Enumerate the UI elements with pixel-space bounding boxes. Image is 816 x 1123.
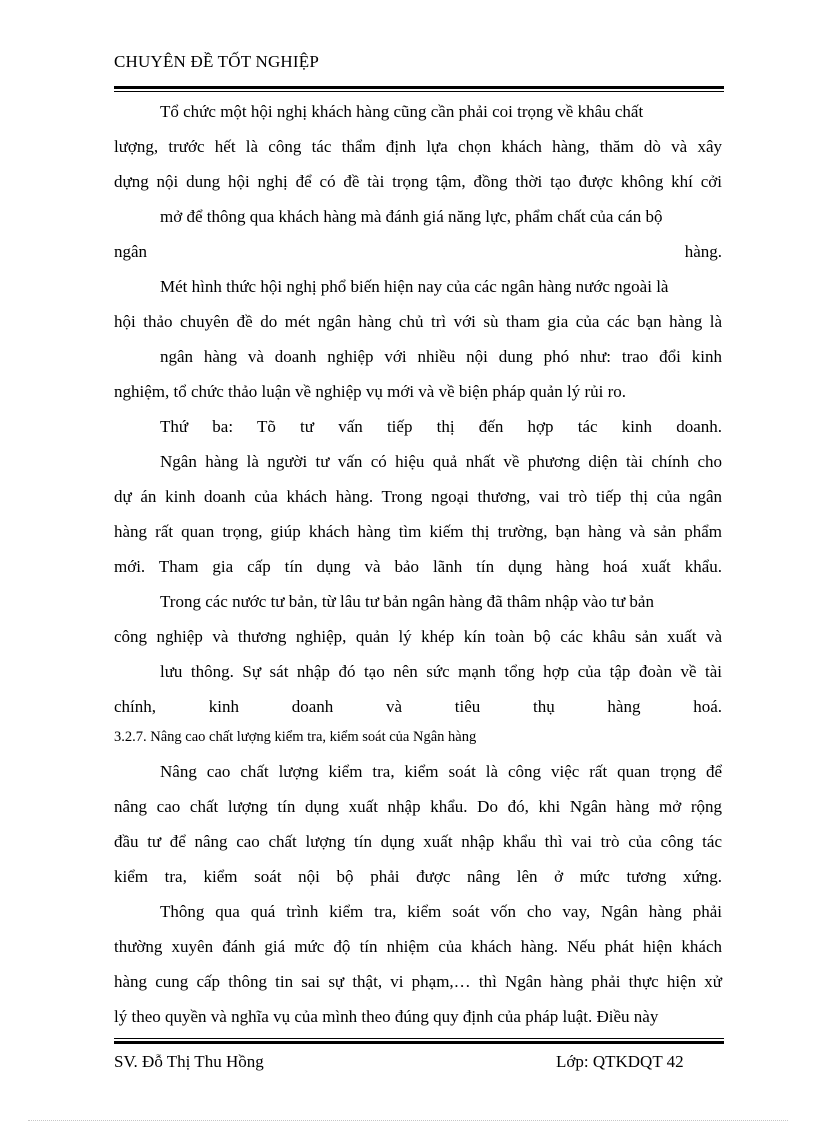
text-line: công nghiệp và thương nghiệp, quản lý khép kín toàn bộ các khâu sản xuất và (114, 627, 722, 646)
section-heading: 3.2.7. Nâng cao chất lượng kiểm tra, kiểm soát của Ngân hàng (114, 729, 477, 745)
text-line: Tổ chức một hội nghị khách hàng cũng cần phải coi trọng về khâu chất (160, 102, 644, 121)
header-rule-thick (114, 86, 724, 89)
text-line: Nâng cao chất lượng kiểm tra, kiểm soát là công việc rất quan trọng để (160, 762, 722, 781)
text-line: Thông qua quá trình kiểm tra, kiểm soát vốn cho vay, Ngân hàng phải (160, 902, 722, 921)
footer-rule-thick (114, 1041, 724, 1044)
page-header-title: CHUYÊN ĐỀ TỐT NGHIỆP (114, 52, 320, 71)
text-line: Thứ ba: Tõ tư vấn tiếp thị đến hợp tác kinh doanh. (160, 417, 722, 436)
text-line: Trong các nước tư bản, từ lâu tư bản ngân hàng đã thâm nhập vào tư bản (160, 592, 654, 611)
page-edge-dotted-line (28, 1120, 788, 1121)
footer-student-name: SV. Đỗ Thị Thu Hồng (114, 1052, 264, 1071)
footer-rule-thin (114, 1038, 724, 1039)
text-line: mới. Tham gia cấp tín dụng và bảo lãnh tín dụng hàng hoá xuất khẩu. (114, 557, 722, 576)
text-line: ngân hàng. (114, 242, 722, 261)
text-line: đầu tư để nâng cao chất lượng tín dụng xuất nhập khẩu thì vai trò của công tác (114, 832, 722, 851)
text-line: dự án kinh doanh của khách hàng. Trong ngoại thương, vai trò tiếp thị của ngân (114, 487, 722, 506)
text-line: hàng rất quan trọng, giúp khách hàng tìm kiếm thị trường, bạn hàng và sản phẩm (114, 522, 722, 541)
text-line: Mét hình thức hội nghị phổ biến hiện nay của các ngân hàng nước ngoài là (160, 277, 669, 296)
text-line: dựng nội dung hội nghị để có đề tài trọng tậm, đồng thời tạo được không khí cởi (114, 172, 722, 191)
footer-class: Lớp: QTKDQT 42 (556, 1052, 684, 1071)
text-line: thường xuyên đánh giá mức độ tín nhiệm của khách hàng. Nếu phát hiện khách (114, 937, 722, 956)
text-line: nghiệm, tổ chức thảo luận về nghiệp vụ mới và về biện pháp quản lý rủi ro. (114, 382, 627, 401)
text-line: lý theo quyền và nghĩa vụ của mình theo đúng quy định của pháp luật. Điều này (114, 1007, 659, 1026)
text-line: ngân hàng và doanh nghiệp với nhiều nội dung phó như: trao đổi kinh (160, 347, 722, 366)
text-line: Ngân hàng là người tư vấn có hiệu quả nhất về phương diện tài chính cho (160, 452, 722, 471)
text-line: lưu thông. Sự sát nhập đó tạo nên sức mạnh tổng hợp của tập đoàn về tài (160, 662, 722, 681)
text-line: lượng, trước hết là công tác thẩm định lựa chọn khách hàng, thăm dò và xây (114, 137, 722, 156)
text-line: kiểm tra, kiểm soát nội bộ phải được nâng lên ở mức tương xứng. (114, 867, 722, 886)
text-line: hội thảo chuyên đề do mét ngân hàng chủ trì với sù tham gia của các bạn hàng là (114, 312, 722, 331)
text-line: chính, kinh doanh và tiêu thụ hàng hoá. (114, 697, 722, 716)
text-line: nâng cao chất lượng tín dụng xuất nhập khẩu. Do đó, khi Ngân hàng mở rộng (114, 797, 722, 816)
text-line: hàng cung cấp thông tin sai sự thật, vi phạm,… thì Ngân hàng phải thực hiện xử (114, 972, 722, 991)
text-line: mở để thông qua khách hàng mà đánh giá năng lực, phẩm chất của cán bộ (160, 207, 663, 226)
header-rule-thin (114, 91, 724, 92)
